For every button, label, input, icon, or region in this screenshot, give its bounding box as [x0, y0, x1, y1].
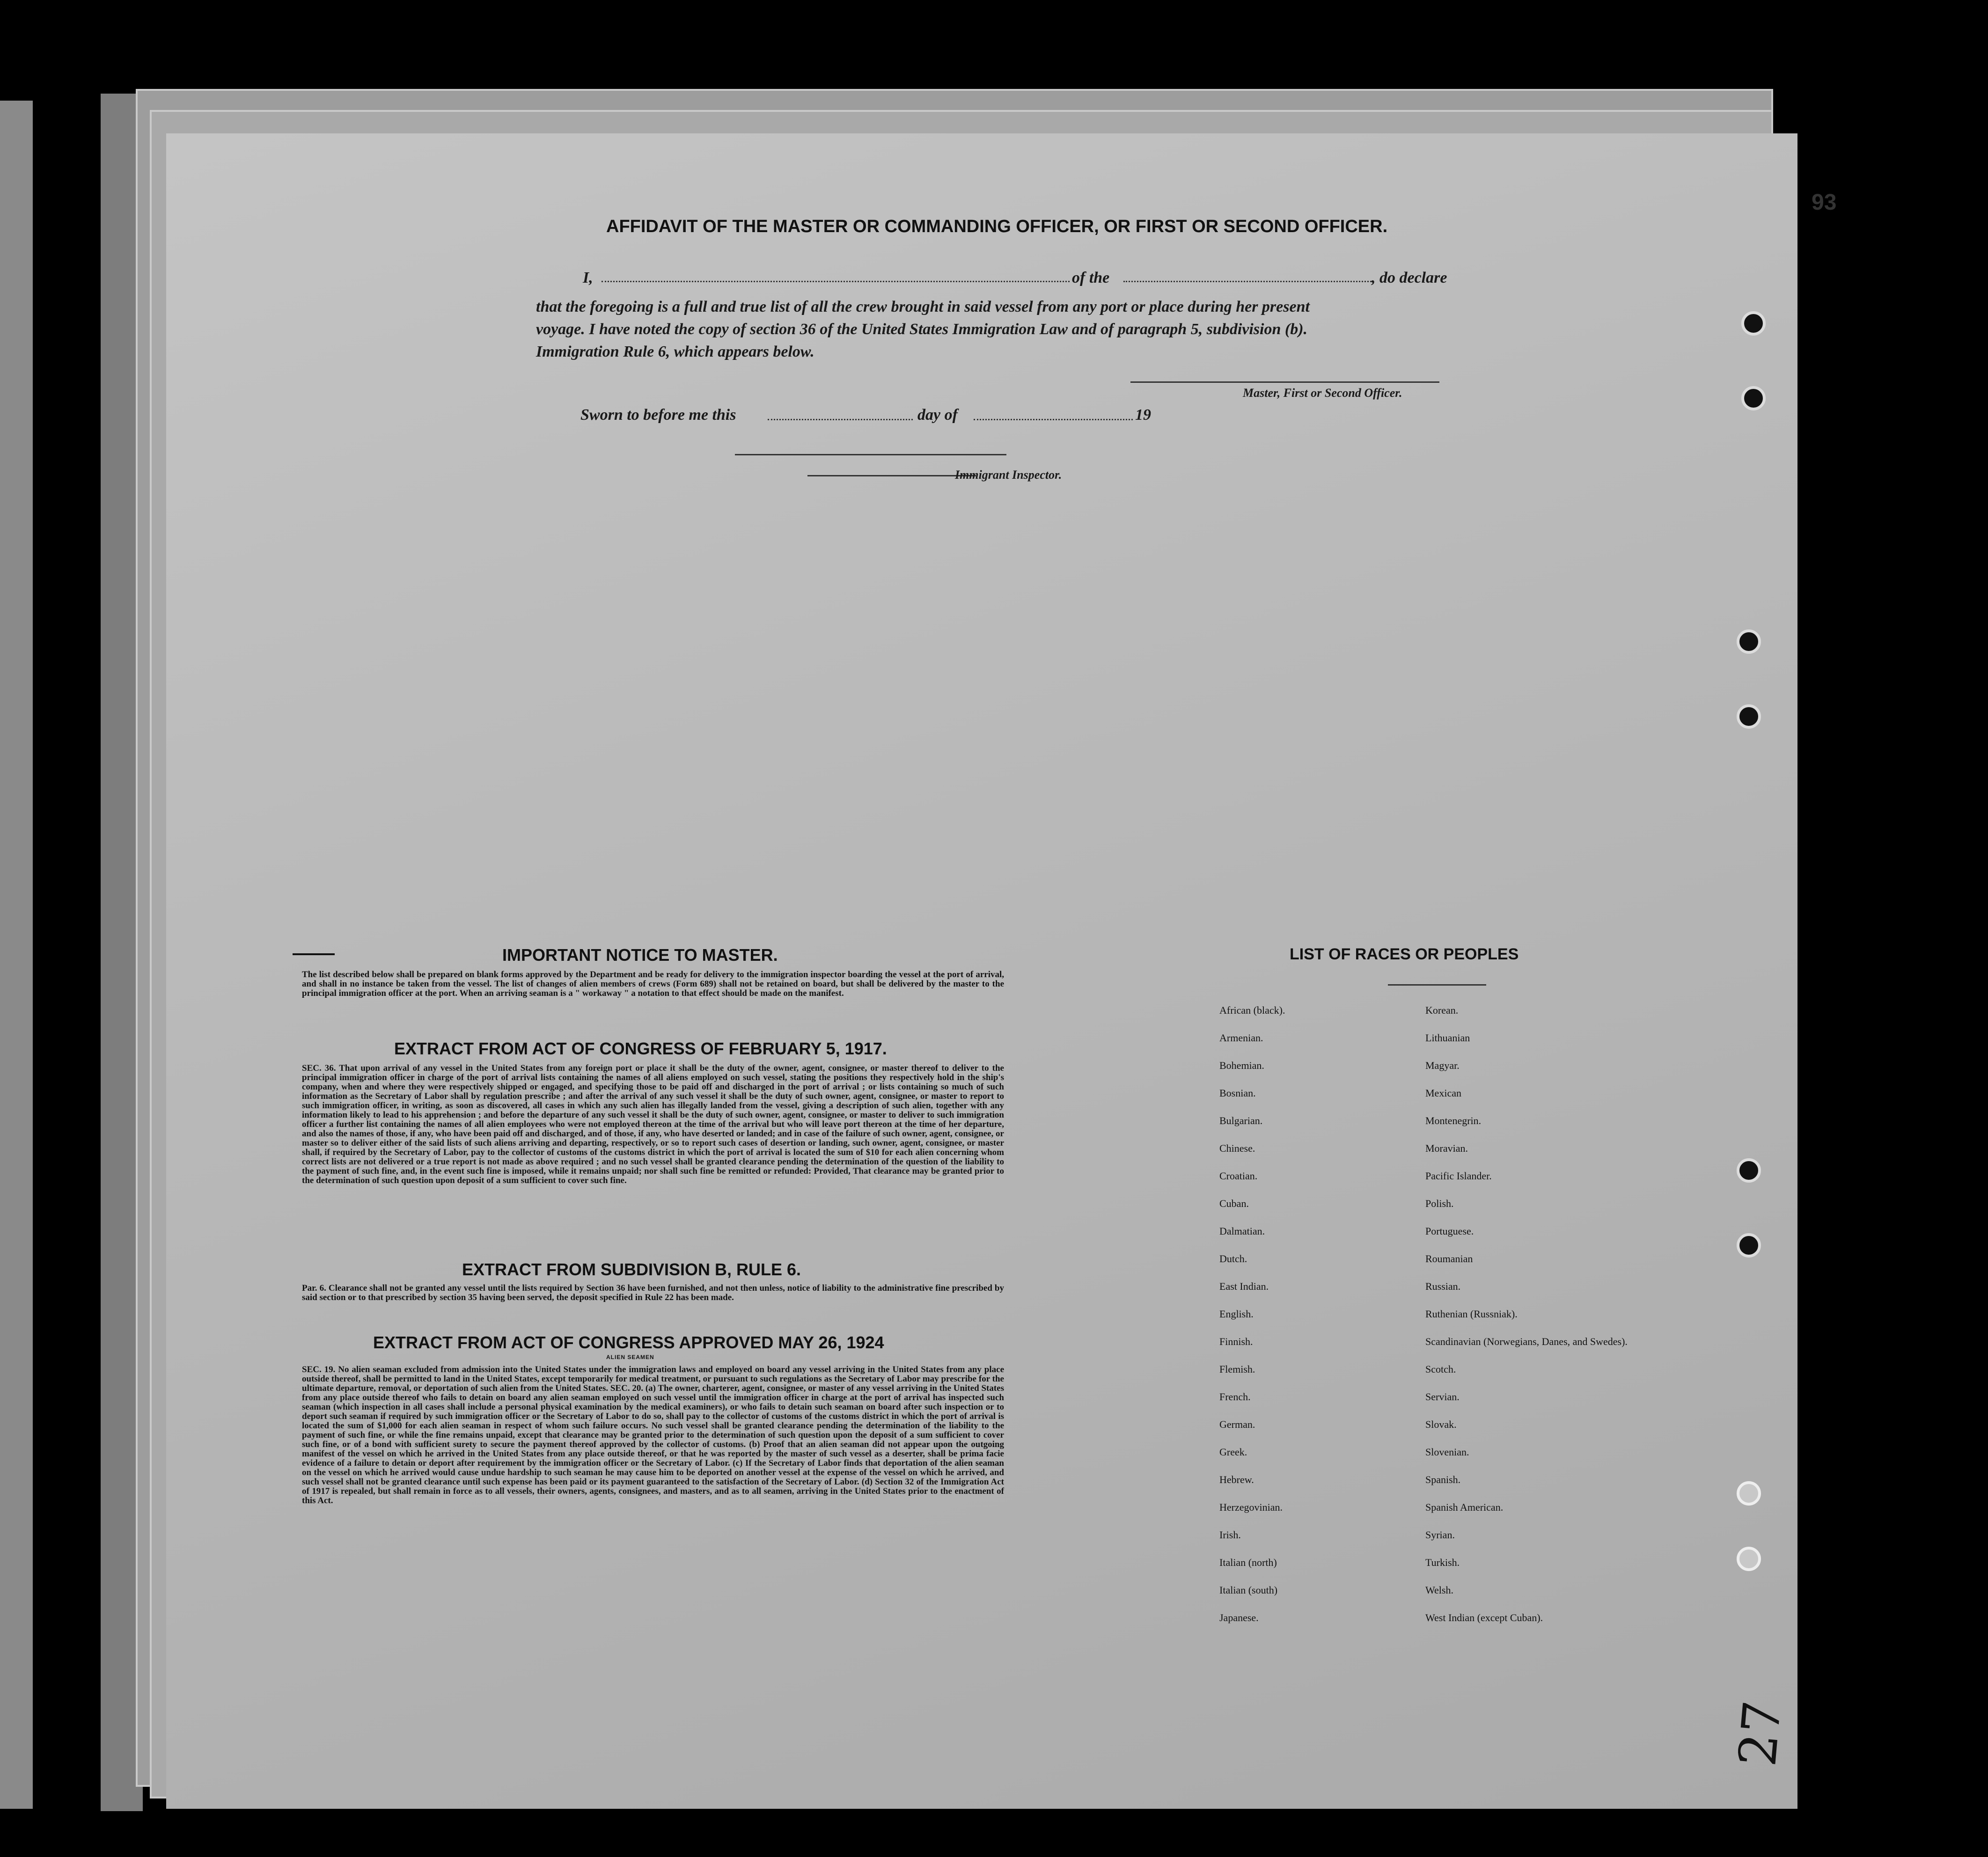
- race-item: Dalmatian.: [1219, 1225, 1265, 1237]
- inspector-line: [807, 475, 976, 476]
- extract-1917-title: EXTRACT FROM ACT OF CONGRESS OF FEBRUARY 5, 1917.: [394, 1039, 887, 1058]
- affidavit-line-1: that the foregoing is a full and true list of all the crew brought in said vessel from any port or place during her present: [536, 298, 1310, 315]
- punch-hole: [1737, 1481, 1761, 1506]
- race-item: Bohemian.: [1219, 1060, 1264, 1071]
- race-item: Slovak.: [1425, 1418, 1457, 1430]
- extract-1924-subtitle: ALIEN SEAMEN: [606, 1354, 654, 1360]
- vessel-blank: [1123, 281, 1372, 282]
- extract-1917-text: SEC. 36. That upon arrival of any vessel in the United States from any foreign port or place it shall be the duty of the owner, agent, consignee, or master thereof to deliver to the principal immigration officer in charge of the port of arrival lists containing the names of all aliens employed on such vessel, stating the positions they respectively hold in the ship's company, when and where they were respectively shipped or engaged, and specifying those to be paid off and discharged in the port of arrival ; or lists containing so much of such information as the Secretary of Labor shall by regulation prescribe ; and after the arrival of any such vessel it shall be the duty of such owner, agent, consignee, or master to report to such immigration officer, in writing, as soon as discovered, all cases in which any such alien has illegally landed from the vessel, giving a description of such alien, together with any information likely to lead to his apprehension ; and before the departure of any such vessel it shall be the duty of such owner, agent, consignee, or master to deliver to such immigration officer a further list containing the names of all alien employees who were not employed thereon at the time of the arrival but who will leave port thereon at the time of her departure, and also the names of those, if any, who have been paid off and discharged, and of those, if any, who have deserted or landed; and in case of the failure of such owner, agent, consignee, or master so to deliver either of the said lists of such aliens arriving and departing, respectively, or so to report such cases of desertion or landing, such owner, agent, consignee, or master shall, if required by the Secretary of Labor, pay to the collector of customs of the customs district in which the port of arrival is located the sum of $10 for each alien concerning whom correct lists are not delivered or a true report is not made as above required ; and no such vessel shall be granted clearance pending the determination of the question of the liability to the payment of such fine, and, in the event such fine is imposed, while it remains unpaid; nor shall such fine be remitted or refunded: Provided, That clearance may be granted prior to the determination of such question upon deposit of a sum sufficient to cover such fine.: [302, 1063, 1004, 1185]
- affidavit-line-2: voyage. I have noted the copy of section 36 of the United States Immigration Law and of paragraph 5, subdivision (b).: [536, 321, 1308, 338]
- race-item: Magyar.: [1425, 1060, 1460, 1071]
- extract-1924-title: EXTRACT FROM ACT OF CONGRESS APPROVED MAY 26, 1924: [373, 1333, 884, 1352]
- race-item: Italian (south): [1219, 1584, 1278, 1596]
- race-item: Bulgarian.: [1219, 1115, 1263, 1126]
- month-blank: [974, 419, 1133, 420]
- master-label: Master, First or Second Officer.: [1243, 386, 1402, 400]
- race-item: Roumanian: [1425, 1253, 1473, 1265]
- race-item: African (black).: [1219, 1004, 1285, 1016]
- race-item: Lithuanian: [1425, 1032, 1470, 1044]
- punch-hole: [1737, 1158, 1761, 1183]
- race-item: Korean.: [1425, 1004, 1459, 1016]
- notice-text: The list described below shall be prepared on blank forms approved by the Department and be ready for delivery to the immigration inspector boarding the vessel at the port of arrival, and shall in no instance be taken from the vessel. The list of changes of alien members of crews (Form 689) shall not be retained on board, but shall be delivered by the master to the principal immigration officer at the port. When an arriving seaman is a " workaway " a notation to that effect should be made on the manifest.: [302, 970, 1004, 998]
- sworn-text: Sworn to before me this: [580, 406, 736, 424]
- affidavit-do-declare: , do declare: [1372, 269, 1447, 286]
- race-item: Servian.: [1425, 1391, 1460, 1403]
- race-item: Greek.: [1219, 1446, 1247, 1458]
- race-item: Turkish.: [1425, 1557, 1460, 1568]
- handwritten-page-mark: 27: [1727, 1698, 1793, 1769]
- races-title: LIST OF RACES OR PEOPLES: [1290, 945, 1519, 963]
- punch-hole: [1741, 311, 1766, 336]
- race-item: East Indian.: [1219, 1280, 1269, 1292]
- manifest-page: [166, 133, 1837, 1809]
- race-item: Bosnian.: [1219, 1087, 1256, 1099]
- race-item: Cuban.: [1219, 1198, 1249, 1209]
- left-edge-strip: [0, 101, 33, 1809]
- inspector-label: Immigrant Inspector.: [955, 468, 1062, 482]
- notice-title: IMPORTANT NOTICE TO MASTER.: [502, 945, 778, 965]
- race-item: Scotch.: [1425, 1363, 1456, 1375]
- race-item: Syrian.: [1425, 1529, 1455, 1541]
- race-item: Welsh.: [1425, 1584, 1453, 1596]
- race-item: Herzegovinian.: [1219, 1501, 1283, 1513]
- race-item: Mexican: [1425, 1087, 1461, 1099]
- race-item: Spanish American.: [1425, 1501, 1504, 1513]
- margin-dash: [293, 953, 335, 955]
- name-blank: [602, 281, 1070, 282]
- punch-hole: [1737, 1233, 1761, 1257]
- punch-hole: [1737, 1547, 1761, 1571]
- race-item: German.: [1219, 1418, 1255, 1430]
- races-title-rule: [1388, 984, 1486, 986]
- race-item: English.: [1219, 1308, 1254, 1320]
- race-item: Slovenian.: [1425, 1446, 1469, 1458]
- page-number: 93: [1812, 190, 1837, 215]
- races-left-column: [1219, 1005, 1407, 1640]
- punch-hole: [1737, 629, 1761, 654]
- affidavit-of-the: of the: [1072, 269, 1110, 286]
- extract-rule6-text: Par. 6. Clearance shall not be granted any vessel until the lists required by Section 36 have been furnished, and not then unless, notice of liability to the administrative fine prescribed by said section or to that prescribed by section 35 having been served, the deposit specified in Rule 22 has been made.: [302, 1283, 1004, 1302]
- affidavit-i: I,: [583, 269, 593, 286]
- race-item: Spanish.: [1425, 1474, 1461, 1485]
- race-item: Pacific Islander.: [1425, 1170, 1492, 1182]
- race-item: Irish.: [1219, 1529, 1241, 1541]
- race-item: Chinese.: [1219, 1142, 1255, 1154]
- extract-rule6-title: EXTRACT FROM SUBDIVISION B, RULE 6.: [462, 1260, 801, 1279]
- race-item: Russian.: [1425, 1280, 1461, 1292]
- punch-hole: [1741, 386, 1766, 410]
- master-signature-line: [1130, 381, 1439, 383]
- race-item: Italian (north): [1219, 1557, 1277, 1568]
- punch-hole: [1737, 704, 1761, 729]
- race-item: French.: [1219, 1391, 1251, 1403]
- inspector-line-upper: [735, 454, 1006, 455]
- affidavit-title: AFFIDAVIT OF THE MASTER OR COMMANDING OFFICER, OR FIRST OR SECOND OFFICER.: [606, 217, 1388, 236]
- affidavit-line-3: Immigration Rule 6, which appears below.: [536, 343, 814, 360]
- race-item: Armenian.: [1219, 1032, 1263, 1044]
- race-item: Montenegrin.: [1425, 1115, 1482, 1126]
- race-item: Scandinavian (Norwegians, Danes, and Swedes).: [1425, 1336, 1628, 1347]
- race-item: Dutch.: [1219, 1253, 1247, 1265]
- day-of-text: day of: [917, 406, 958, 424]
- race-item: Ruthenian (Russniak).: [1425, 1308, 1518, 1320]
- race-item: Portuguese.: [1425, 1225, 1474, 1237]
- race-item: West Indian (except Cuban).: [1425, 1612, 1543, 1623]
- extract-1924-text: SEC. 19. No alien seaman excluded from admission into the United States under the immigration laws and employed on board any vessel arriving in the United States from any place outside thereof, shall be permitted to land in the United States, except temporarily for medical treatment, or pursuant to such regulations as the Secretary of Labor may prescribe for the ultimate departure, removal, or deportation of such alien from the United States. SEC. 20. (a) The owner, charterer, agent, consignee, or master of any vessel arriving in the United States from any place outside thereof who fails to detain on board any alien seaman employed on such vessel until the immigration officer in charge at the port of arrival has inspected such seaman (which inspection in all cases shall include a personal physical examination by the medical examiners), or who fails to detain such seaman on board after such inspection or to deport such seaman if required by such immigration officer or the Secretary of Labor to do so, shall pay to the collector of customs of the customs district in which the port of arrival is located the sum of $1,000 for each alien seaman in respect of whom such failure occurs. No such vessel shall be granted clearance pending the determination of the liability to the payment of such fine, or while the fine remains unpaid, except that clearance may be granted prior to the determination of such question upon the deposit of a sum sufficient to cover such fine, or of a bond with sufficient surety to secure the payment thereof approved by the collector of customs. (b) Proof that an alien seaman did not appear upon the outgoing manifest of the vessel on which he arrived in the United States from any place outside thereof, or that he was reported by the master of such vessel as a deserter, shall be prima facie evidence of a failure to detain or deport after requirement by the immigration officer or the Secretary of Labor. (c) If the Secretary of Labor finds that deportation of the alien seaman on the vessel on which he arrived would cause undue hardship to such seaman he may cause him to be deported on another vessel at the expense of the vessel on which he arrived, and such vessel shall not be granted clearance until such expense has been paid or its payment guaranteed to the satisfaction of the Secretary of Labor. (d) Section 32 of the Immigration Act of 1917 is repealed, but shall remain in force as to all vessels, their owners, agents, consignees, and masters, and as to all seamen, arriving in the United States prior to the enactment of this Act.: [302, 1365, 1004, 1506]
- race-item: Hebrew.: [1219, 1474, 1254, 1485]
- races-right-column: [1425, 1005, 1687, 1640]
- race-item: Croatian.: [1219, 1170, 1258, 1182]
- race-item: Polish.: [1425, 1198, 1454, 1209]
- day-blank: [768, 419, 913, 420]
- race-item: Moravian.: [1425, 1142, 1468, 1154]
- race-item: Japanese.: [1219, 1612, 1259, 1623]
- race-item: Flemish.: [1219, 1363, 1255, 1375]
- race-item: Finnish.: [1219, 1336, 1253, 1347]
- year-prefix: 19: [1135, 406, 1151, 424]
